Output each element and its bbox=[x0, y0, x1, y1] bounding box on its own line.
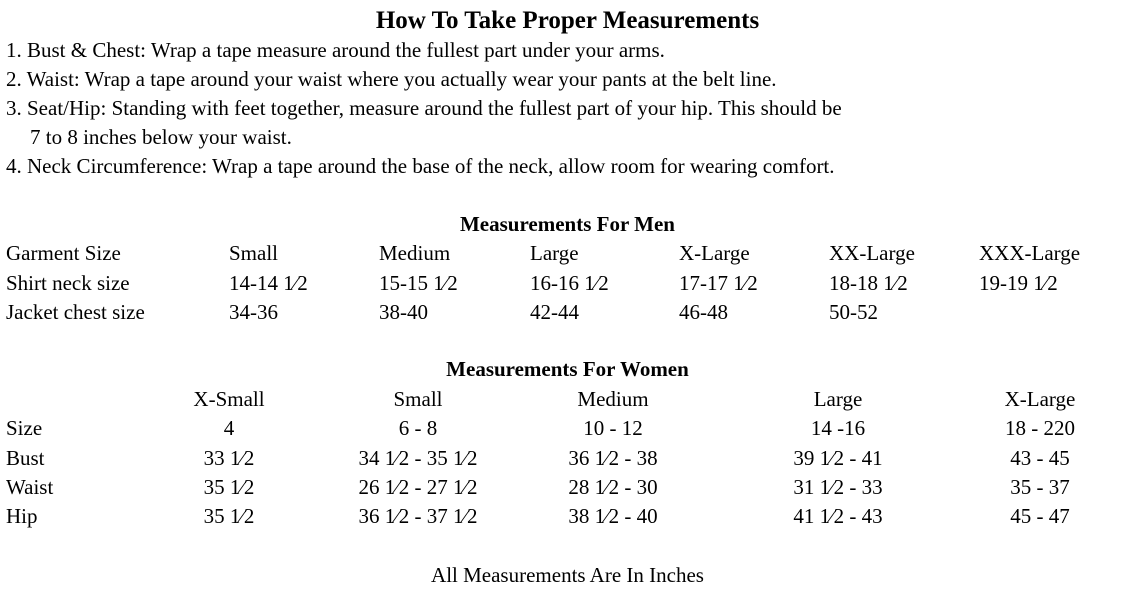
women-cell: 33 1⁄2 bbox=[203, 446, 255, 470]
women-header-cell: Large bbox=[813, 387, 863, 411]
step-waist: 2. Waist: Wrap a tape around your waist where you actually wear your pants at the belt line. bbox=[6, 67, 777, 91]
men-cell: 17-17 1⁄2 bbox=[679, 271, 758, 295]
men-cell: 42-44 bbox=[530, 300, 579, 324]
men-cell: 38-40 bbox=[379, 300, 428, 324]
women-cell: 38 1⁄2 - 40 bbox=[568, 504, 658, 528]
men-cell: X-Large bbox=[679, 241, 750, 265]
men-cell: XX-Large bbox=[829, 241, 915, 265]
women-cell: 26 1⁄2 - 27 1⁄2 bbox=[358, 475, 478, 499]
women-cell-label: Size bbox=[6, 416, 43, 440]
men-cell: 46-48 bbox=[679, 300, 728, 324]
women-cell: 35 - 37 bbox=[1010, 475, 1070, 499]
women-header-cell: X-Large bbox=[1004, 387, 1076, 411]
men-cell: 15-15 1⁄2 bbox=[379, 271, 458, 295]
step-seat-hip-continued: 7 to 8 inches below your waist. bbox=[30, 125, 292, 149]
men-cell: Medium bbox=[379, 241, 451, 265]
women-cell-label: Hip bbox=[6, 504, 38, 528]
step-seat-hip: 3. Seat/Hip: Standing with feet together, measure around the fullest part of your hip. This should be bbox=[6, 96, 842, 120]
men-cell: 14-14 1⁄2 bbox=[229, 271, 308, 295]
men-cell: 50-52 bbox=[829, 300, 878, 324]
women-cell: 31 1⁄2 - 33 bbox=[793, 475, 883, 499]
men-cell: 16-16 1⁄2 bbox=[530, 271, 609, 295]
women-cell: 18 - 220 bbox=[1005, 416, 1075, 440]
women-cell: 10 - 12 bbox=[583, 416, 643, 440]
men-cell-label: Shirt neck size bbox=[6, 271, 130, 295]
women-header-cell: Small bbox=[393, 387, 443, 411]
step-neck: 4. Neck Circumference: Wrap a tape around the base of the neck, allow room for wearing comfort. bbox=[6, 154, 835, 178]
men-cell-label: Jacket chest size bbox=[6, 300, 145, 324]
men-cell-label: Garment Size bbox=[6, 241, 121, 265]
women-cell: 36 1⁄2 - 37 1⁄2 bbox=[358, 504, 478, 528]
women-cell: 41 1⁄2 - 43 bbox=[793, 504, 883, 528]
women-cell: 39 1⁄2 - 41 bbox=[793, 446, 883, 470]
women-cell: 45 - 47 bbox=[1010, 504, 1070, 528]
women-header-cell: X-Small bbox=[193, 387, 265, 411]
step-bust-chest: 1. Bust & Chest: Wrap a tape measure around the fullest part under your arms. bbox=[6, 38, 665, 62]
men-cell: Small bbox=[229, 241, 279, 265]
women-header-cell: Medium bbox=[577, 387, 649, 411]
men-cell: 19-19 1⁄2 bbox=[979, 271, 1058, 295]
men-cell: Large bbox=[530, 241, 579, 265]
men-cell: XXX-Large bbox=[979, 241, 1081, 265]
women-cell: 35 1⁄2 bbox=[203, 504, 255, 528]
women-cell-label: Waist bbox=[6, 475, 54, 499]
women-cell-label: Bust bbox=[6, 446, 45, 470]
women-cell: 14 -16 bbox=[810, 416, 866, 440]
women-cell: 43 - 45 bbox=[1010, 446, 1070, 470]
women-cell: 35 1⁄2 bbox=[203, 475, 255, 499]
women-cell: 28 1⁄2 - 30 bbox=[568, 475, 658, 499]
women-cell: 4 bbox=[223, 416, 235, 440]
women-cell: 6 - 8 bbox=[398, 416, 438, 440]
men-cell: 18-18 1⁄2 bbox=[829, 271, 908, 295]
page-title: How To Take Proper Measurements bbox=[375, 7, 760, 34]
men-cell: 34-36 bbox=[229, 300, 278, 324]
men-section-title: Measurements For Men bbox=[459, 212, 675, 236]
women-section-title: Measurements For Women bbox=[446, 357, 689, 381]
women-cell: 36 1⁄2 - 38 bbox=[568, 446, 658, 470]
women-cell: 34 1⁄2 - 35 1⁄2 bbox=[358, 446, 478, 470]
footer-note: All Measurements Are In Inches bbox=[431, 563, 704, 587]
